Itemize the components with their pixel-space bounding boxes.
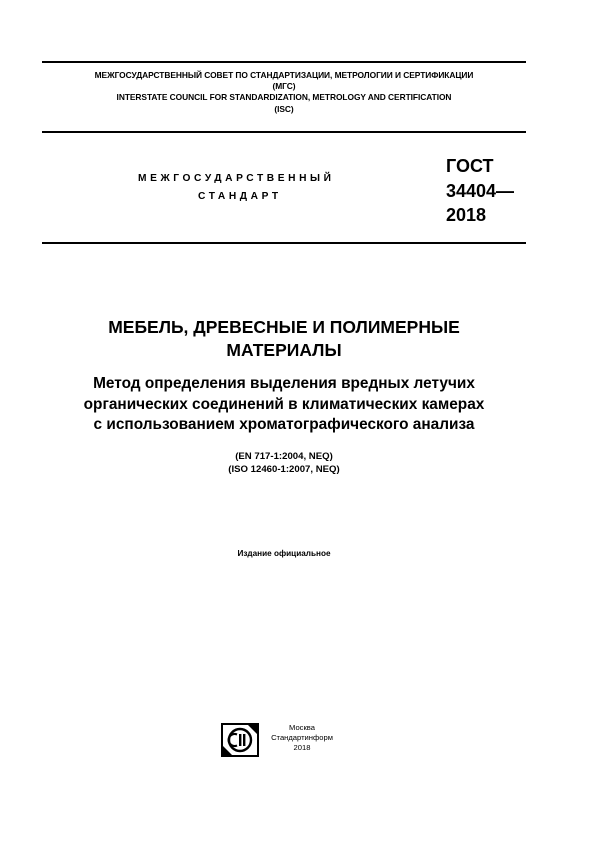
title-line2: МАТЕРИАЛЫ <box>226 339 342 360</box>
reference-en: (EN 717-1:2004, NEQ) <box>235 451 333 462</box>
document-subtitle <box>30 374 538 436</box>
gost-year: 2018 <box>446 205 487 225</box>
council-header <box>42 70 526 115</box>
designation-divider <box>42 242 526 244</box>
standard-type-line2: СТАНДАРТ <box>198 191 282 202</box>
subtitle-line1: Метод определения выделения вредных летучих <box>93 375 475 392</box>
gost-designation <box>446 154 514 228</box>
edition-label: Издание официальное <box>237 549 331 558</box>
publisher-text <box>263 723 341 754</box>
publisher-year: 2018 <box>293 743 311 753</box>
standartinform-logo-icon <box>221 723 259 757</box>
standard-references <box>42 451 526 476</box>
title-line1: МЕБЕЛЬ, ДРЕВЕСНЫЕ И ПОЛИМЕРНЫЕ <box>108 317 460 337</box>
publisher-block <box>221 721 351 761</box>
council-ru-line1: МЕЖГОСУДАРСТВЕННЫЙ СОВЕТ ПО СТАНДАРТИЗАЦИИ, МЕТРОЛОГИИ И СЕРТИФИКАЦИИ <box>94 70 474 80</box>
gost-label: ГОСТ <box>446 156 494 176</box>
subtitle-line3: с использованием хроматографического анализа <box>93 416 475 433</box>
gost-number: 34404— <box>446 180 515 201</box>
standard-type <box>120 170 380 206</box>
council-en-line2: (ISC) <box>274 103 294 114</box>
document-title <box>42 316 526 361</box>
publisher-city: Москва <box>289 723 315 732</box>
council-ru-line2: (МГС) <box>272 81 296 92</box>
header-divider <box>42 131 526 133</box>
standard-type-line1: МЕЖГОСУДАРСТВЕННЫЙ <box>138 173 335 184</box>
council-en-line1: INTERSTATE COUNCIL FOR STANDARDIZATION, METROLOGY AND CERTIFICATION <box>116 92 452 103</box>
publisher-name: Стандартинформ <box>271 733 333 743</box>
reference-iso: (ISO 12460-1:2007, NEQ) <box>228 463 340 475</box>
top-divider <box>42 61 526 63</box>
subtitle-line2: органических соединений в климатических камерах <box>83 395 485 413</box>
